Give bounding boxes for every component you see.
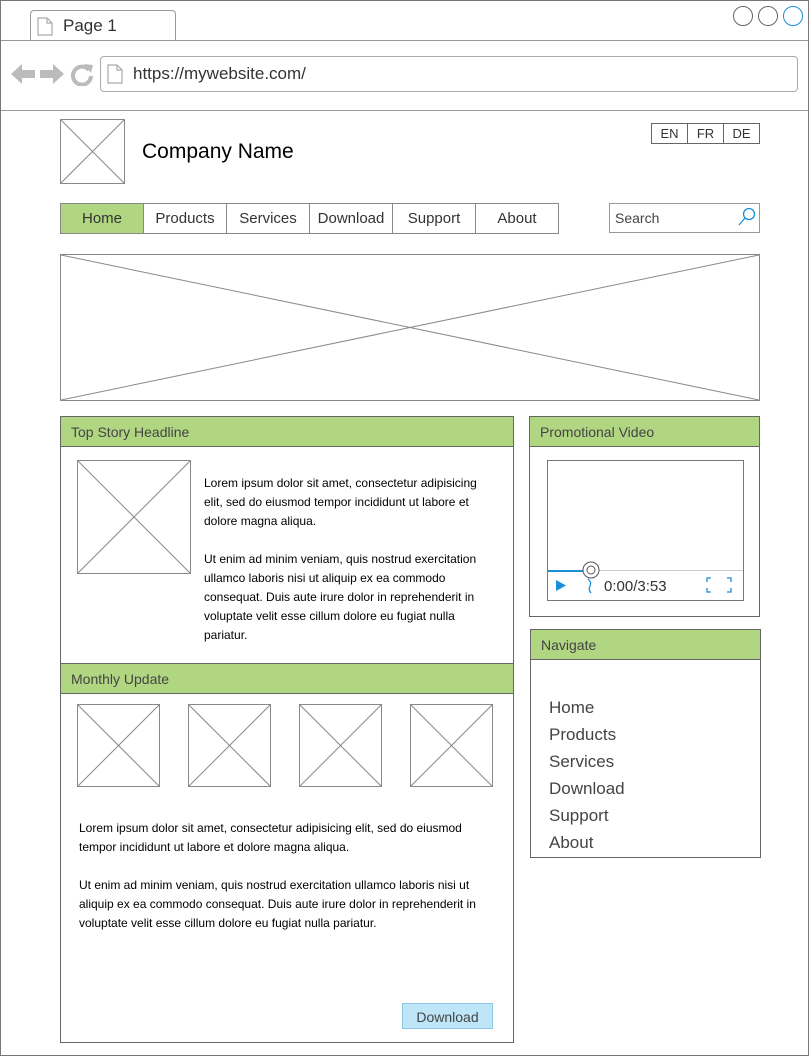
lang-en[interactable]: EN: [651, 123, 688, 144]
play-icon[interactable]: [555, 579, 567, 592]
side-link-services[interactable]: Services: [549, 752, 615, 771]
side-link-about[interactable]: About: [549, 833, 594, 852]
lang-de[interactable]: DE: [723, 123, 760, 144]
video-time: 0:00/3:53: [604, 578, 667, 595]
volume-icon[interactable]: [585, 578, 595, 594]
nav-services[interactable]: Services: [226, 203, 310, 234]
side-link-products[interactable]: Products: [549, 725, 617, 744]
top-story-para-1: Lorem ipsum dolor sit amet, consectetur adipisicing elit, sed do eiusmod tempor incididunt ut labore et dolore magna aliqua.: [204, 476, 477, 528]
window-button-3[interactable]: [783, 6, 803, 26]
reload-icon[interactable]: [70, 62, 94, 86]
nav-about[interactable]: About: [475, 203, 559, 234]
forward-arrow-icon[interactable]: [39, 62, 65, 86]
tab-title: Page 1: [63, 16, 117, 35]
window-button-2[interactable]: [758, 6, 778, 26]
url-text[interactable]: https://mywebsite.com/: [133, 64, 306, 83]
nav-support[interactable]: Support: [392, 203, 476, 234]
download-button[interactable]: Download: [402, 1003, 493, 1029]
side-link-download[interactable]: Download: [549, 779, 625, 798]
search-input[interactable]: Search: [615, 210, 660, 226]
nav-download[interactable]: Download: [309, 203, 393, 234]
chrome-divider: [1, 110, 808, 111]
hero-banner-placeholder: [60, 254, 760, 401]
monthly-para-1: Lorem ipsum dolor sit amet, consectetur adipisicing elit, sed do eiusmod tempor incididunt ut labore et dolore magna aliqua.: [79, 821, 462, 854]
nav-home[interactable]: Home: [60, 203, 144, 234]
top-story-headline: Top Story Headline: [61, 417, 513, 447]
monthly-image-4: [410, 704, 493, 787]
side-link-home[interactable]: Home: [549, 698, 595, 717]
top-story-image-placeholder: [77, 460, 191, 574]
monthly-image-2: [188, 704, 271, 787]
tab-divider: [1, 40, 808, 41]
back-arrow-icon[interactable]: [10, 62, 36, 86]
side-nav-title: Navigate: [531, 630, 760, 660]
monthly-image-3: [299, 704, 382, 787]
nav-products[interactable]: Products: [143, 203, 227, 234]
video-scrubber-handle[interactable]: [582, 561, 600, 579]
monthly-image-1: [77, 704, 160, 787]
monthly-update-title: Monthly Update: [61, 664, 513, 694]
fullscreen-icon[interactable]: [706, 577, 732, 593]
page-icon: [37, 17, 53, 36]
company-name: Company Name: [142, 140, 294, 163]
monthly-para-2: Ut enim ad minim veniam, quis nostrud exercitation ullamco laboris nisi ut aliquip ex ea commodo consequat. Duis aute irure dolor in reprehenderit in voluptate velit esse cillum dolore eu fugiat nulla pariatur.: [79, 878, 476, 930]
side-link-support[interactable]: Support: [549, 806, 609, 825]
lang-fr[interactable]: FR: [687, 123, 724, 144]
top-story-para-2: Ut enim ad minim veniam, quis nostrud exercitation ullamco laboris nisi ut aliquip ex ea commodo consequat. Duis aute irure dolor in reprehenderit in voluptate velit esse cillum dolore eu fugiat nulla pariatur.: [204, 552, 477, 642]
page-icon: [107, 64, 123, 84]
promo-video-title: Promotional Video: [530, 417, 759, 447]
logo-placeholder: [60, 119, 125, 184]
search-icon[interactable]: [738, 207, 756, 227]
window-button-1[interactable]: [733, 6, 753, 26]
